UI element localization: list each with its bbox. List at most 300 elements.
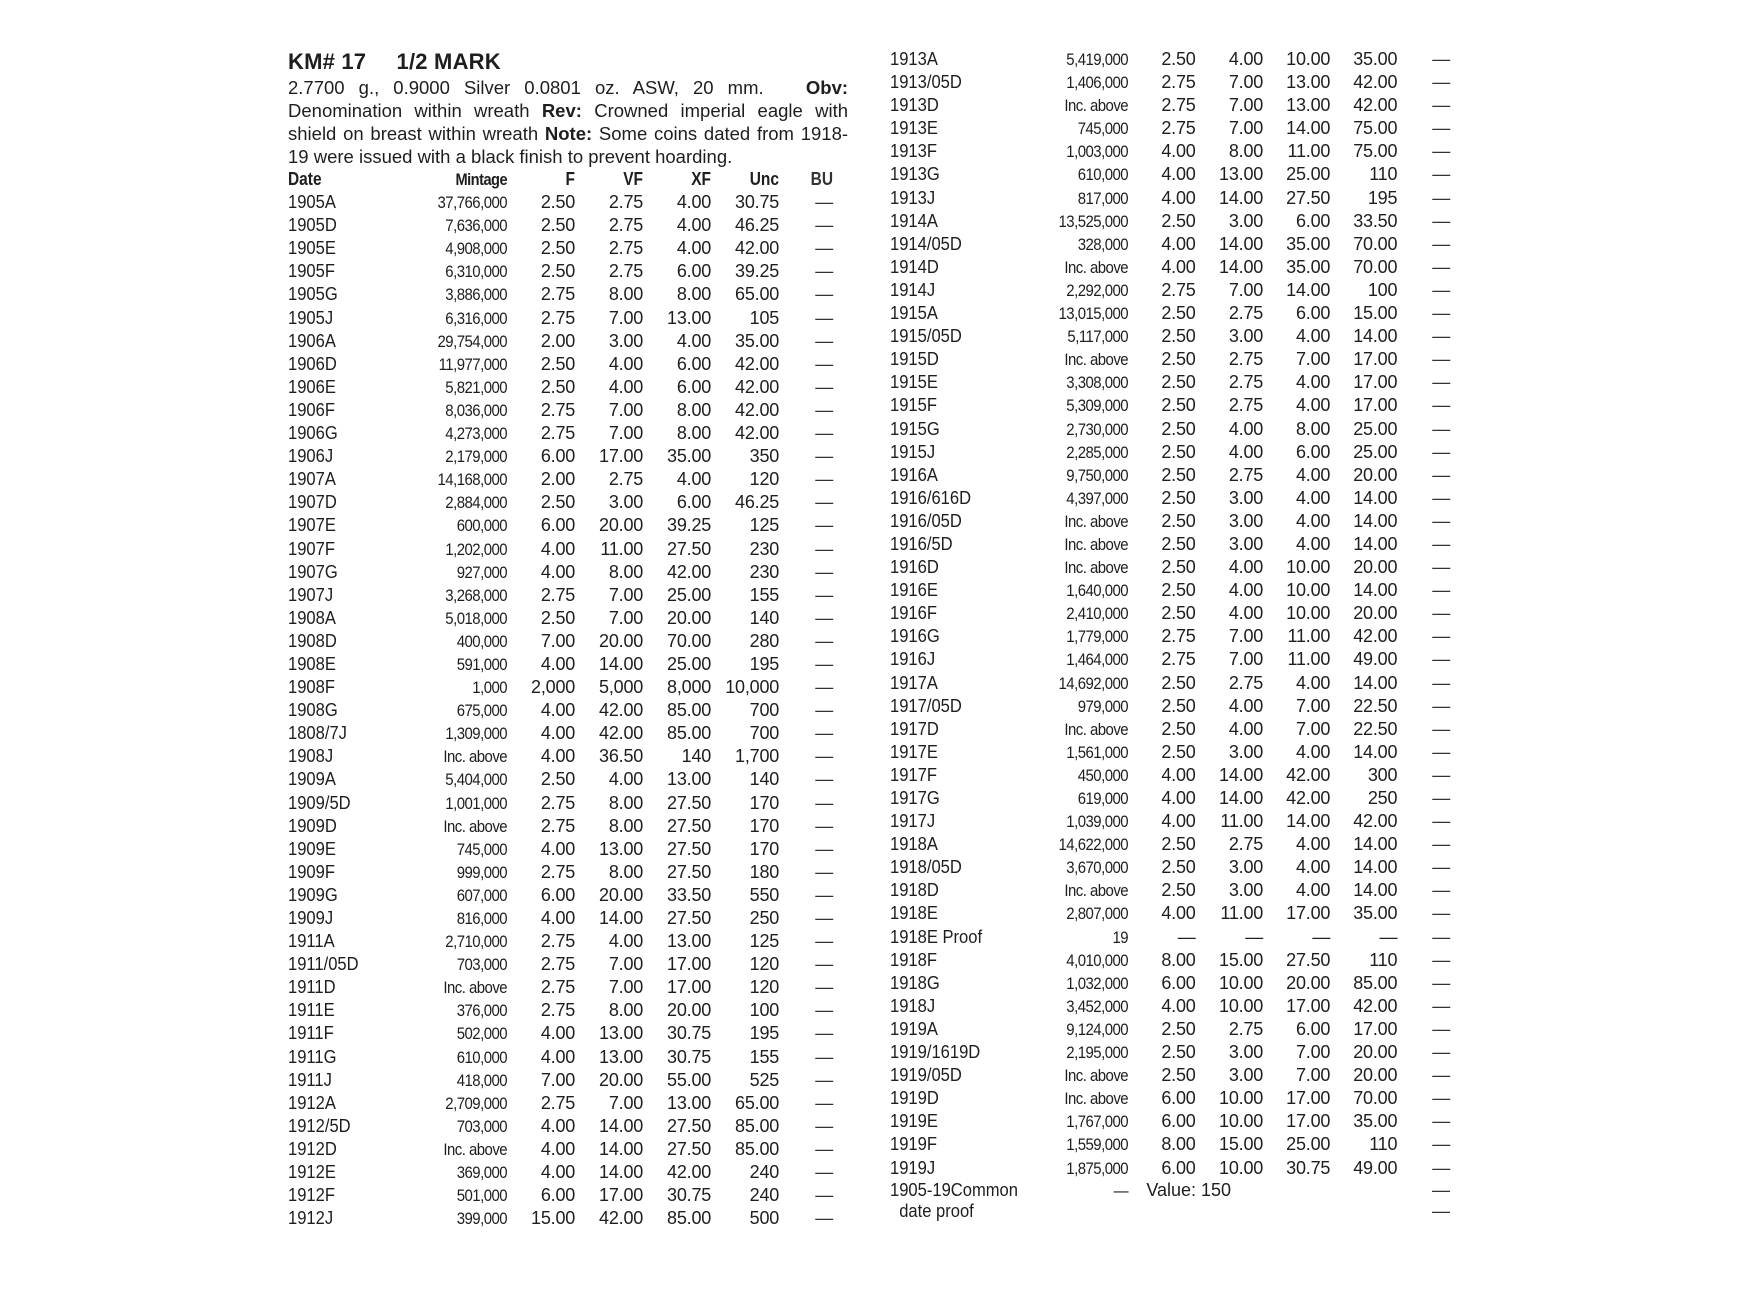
table-row [890, 879, 1450, 902]
bu-cell: — [1432, 557, 1450, 578]
vf-cell: 7.00 [1228, 95, 1264, 116]
date-cell: 1912J [288, 1208, 334, 1229]
unc-cell: 110 [1369, 1134, 1398, 1155]
mintage-cell: 600,000 [456, 516, 508, 536]
f-cell: 2.00 [540, 469, 576, 490]
table-row [288, 260, 833, 283]
mintage-cell: 14,692,000 [1058, 673, 1129, 693]
mintage-cell: 5,018,000 [445, 608, 508, 628]
mintage-cell: 1,406,000 [1066, 73, 1129, 93]
date-cell: 1918A [890, 834, 938, 855]
mintage-cell: 1,000 [472, 678, 508, 698]
f-cell: 2.75 [540, 861, 576, 882]
f-cell: 6.00 [1161, 1111, 1196, 1132]
date-cell: 1913D [890, 95, 939, 116]
bu-cell: — [815, 653, 834, 674]
table-row [288, 768, 833, 791]
table-row [288, 399, 833, 422]
mintage-cell: 675,000 [456, 701, 508, 721]
xf-cell: 13.00 [667, 307, 712, 328]
table-row [288, 792, 833, 815]
date-cell: 1913G [890, 164, 940, 185]
f-cell: 2.75 [540, 1092, 576, 1113]
mintage-cell: 14,622,000 [1058, 835, 1129, 855]
f-cell: 2.50 [1161, 372, 1196, 393]
date-cell: 1912F [288, 1185, 335, 1206]
vf-cell: 7.00 [608, 1092, 644, 1113]
table-row [288, 930, 833, 953]
bu-cell: — [1432, 834, 1450, 855]
unc-cell: 46.25 [735, 215, 780, 236]
unc-cell: 120 [749, 954, 780, 975]
unc-cell: 100 [749, 1000, 780, 1021]
date-cell: 1919F [890, 1134, 937, 1155]
mintage-cell: 450,000 [1077, 765, 1129, 785]
xf-cell: 25.00 [1286, 1134, 1331, 1155]
bu-cell: — [815, 838, 834, 859]
unc-cell: 700 [749, 723, 780, 744]
mintage-cell: 2,410,000 [1066, 604, 1129, 624]
f-cell: 2.50 [540, 769, 576, 790]
f-cell: 4.00 [540, 1162, 576, 1183]
unc-cell: 35.00 [1353, 49, 1398, 69]
table-row [890, 1110, 1450, 1133]
f-cell: 2.50 [540, 215, 576, 236]
unc-cell: 30.75 [735, 192, 780, 213]
vf-cell: 14.00 [1219, 187, 1264, 208]
f-cell: 2.50 [540, 607, 576, 628]
unc-cell: 42.00 [735, 399, 780, 420]
xf-cell: 4.00 [1295, 741, 1331, 762]
date-cell: 1906J [288, 446, 334, 467]
f-cell: 2.75 [540, 931, 576, 952]
table-row [890, 856, 1450, 879]
mintage-cell: Inc. above [1064, 719, 1129, 739]
mintage-cell: 9,124,000 [1066, 1019, 1129, 1039]
mintage-cell: 6,310,000 [445, 262, 508, 282]
xf-cell: 14.00 [1286, 811, 1331, 832]
xf-cell: 17.00 [667, 954, 712, 975]
bu-cell: — [815, 376, 834, 397]
xf-cell: 4.00 [676, 330, 712, 351]
f-cell: 2.75 [540, 977, 576, 998]
vf-cell: 7.00 [608, 423, 644, 444]
table-row [890, 1133, 1450, 1156]
mintage-cell: 369,000 [456, 1163, 508, 1183]
table-row [288, 699, 833, 722]
bu-cell: — [1432, 811, 1450, 832]
f-cell: 4.00 [540, 908, 576, 928]
vf-cell: 8.00 [608, 284, 644, 305]
f-cell: 2.50 [1161, 603, 1196, 624]
date-cell: 1912D [288, 1138, 337, 1159]
mintage-cell: 816,000 [456, 909, 508, 928]
unc-cell: 14.00 [1353, 672, 1398, 693]
xf-cell: 4.00 [676, 192, 712, 213]
bu-cell: — [815, 1162, 834, 1183]
xf-cell: 70.00 [667, 630, 712, 651]
bu-cell: — [815, 1092, 834, 1113]
bu-cell: — [815, 861, 834, 882]
f-cell: 2.50 [1161, 695, 1196, 716]
mintage-cell: 703,000 [456, 1116, 508, 1136]
unc-cell: 140 [749, 607, 780, 628]
table-row [890, 71, 1450, 94]
date-cell: 1912/5D [288, 1115, 351, 1136]
date-cell: 1909/5D [288, 792, 351, 813]
vf-cell: 13.00 [599, 1023, 644, 1044]
vf-cell: 14.00 [599, 1115, 644, 1136]
vf-cell: 10.00 [1219, 995, 1264, 1016]
bu-cell: — [1432, 349, 1450, 370]
table-row [288, 514, 833, 537]
date-cell: 1905A [288, 192, 336, 213]
f-cell: 2.75 [540, 423, 576, 444]
f-cell: 6.00 [540, 515, 576, 536]
date-cell: 1915F [890, 395, 937, 416]
table-row [288, 884, 833, 907]
bu-cell: — [815, 492, 834, 513]
unc-cell: 1,700 [735, 746, 780, 767]
date-cell: 1909D [288, 815, 337, 836]
f-cell: 4.00 [540, 723, 576, 744]
xf-cell: 11.00 [1287, 141, 1331, 162]
unc-cell: 49.00 [1353, 649, 1398, 670]
unc-cell: 17.00 [1353, 1018, 1398, 1039]
mintage-cell: 817,000 [1077, 188, 1129, 208]
mintage-cell: 2,195,000 [1066, 1043, 1129, 1063]
vf-cell: 4.00 [1228, 603, 1264, 624]
f-cell: 4.00 [1161, 256, 1196, 277]
bu-cell: — [815, 353, 834, 374]
mintage-cell: 502,000 [456, 1024, 508, 1044]
bu-cell: — [815, 1185, 834, 1206]
table-row [288, 1184, 833, 1207]
xf-cell: 6.00 [676, 376, 712, 397]
date-cell: 1918J [890, 995, 936, 1016]
bu-cell: — [1432, 1157, 1450, 1178]
bu-cell: — [815, 977, 834, 998]
vf-cell: 2.75 [608, 261, 644, 282]
mintage-cell: Inc. above [1064, 534, 1129, 554]
unc-cell: 500 [749, 1208, 780, 1229]
date-cell: 1915E [890, 372, 938, 393]
f-cell: 4.00 [540, 1046, 576, 1067]
vf-cell: 13.00 [599, 1046, 644, 1067]
table-row [890, 556, 1450, 579]
unc-cell: 22.50 [1353, 718, 1398, 739]
table-row [288, 838, 833, 861]
unc-cell: 65.00 [735, 284, 780, 305]
f-cell: 6.00 [1161, 1088, 1196, 1109]
f-cell: 2.50 [540, 192, 576, 213]
vf-cell: 3.00 [1228, 880, 1264, 901]
unc-cell: 20.00 [1353, 603, 1398, 624]
unc-cell: 42.00 [1353, 811, 1398, 832]
bu-cell: — [815, 1000, 834, 1021]
table-row [890, 394, 1450, 417]
table-row [890, 256, 1450, 279]
vf-cell: 3.00 [1228, 210, 1264, 231]
mintage-cell: 400,000 [456, 631, 508, 651]
bu-cell: — [1432, 603, 1450, 624]
xf-cell: 13.00 [667, 769, 712, 790]
f-cell: 2.75 [1161, 118, 1196, 139]
unc-cell: 85.00 [735, 1138, 780, 1159]
table-row [890, 579, 1450, 602]
mintage-cell: 5,117,000 [1067, 327, 1129, 347]
mintage-table-left [288, 168, 833, 1230]
date-cell: 1911F [288, 1023, 334, 1044]
unc-cell: 155 [749, 584, 780, 605]
f-cell: 4.00 [1161, 995, 1196, 1016]
f-cell: 2.50 [1161, 210, 1196, 231]
bu-cell: — [815, 723, 834, 744]
table-row [890, 787, 1450, 810]
table-body-right [890, 48, 1450, 1180]
table-row [288, 815, 833, 838]
date-cell: 1909E [288, 838, 336, 859]
vf-cell: 4.00 [608, 931, 644, 952]
date-cell: 1905F [288, 261, 335, 282]
f-cell: 2.75 [540, 307, 576, 328]
xf-cell: 6.00 [676, 261, 712, 282]
bu-cell: — [1432, 880, 1450, 901]
mintage-cell: 13,525,000 [1058, 211, 1129, 231]
table-row [288, 468, 833, 491]
vf-cell: 7.00 [608, 977, 644, 998]
table-row [890, 949, 1450, 972]
f-cell: 2.00 [540, 330, 576, 351]
unc-cell: 110 [1369, 164, 1398, 185]
f-cell: 8.00 [1161, 1134, 1196, 1155]
date-cell: 1808/7J [288, 723, 347, 744]
mintage-cell: 2,292,000 [1066, 280, 1129, 300]
f-cell: 2.75 [540, 399, 576, 420]
xf-cell: 4.00 [1295, 880, 1331, 901]
xf-cell: 6.00 [1295, 303, 1331, 324]
f-cell: 15.00 [531, 1208, 576, 1229]
date-cell: 1916J [890, 649, 936, 670]
date-cell: 1911E [288, 1000, 335, 1021]
unc-cell: 25.00 [1353, 418, 1398, 439]
vf-cell: 7.00 [1228, 279, 1264, 300]
xf-cell: 4.00 [1295, 487, 1331, 508]
bu-cell: — [1432, 326, 1450, 347]
note-label: Note: [544, 123, 593, 144]
obv-text: Denomination within wreath [288, 100, 530, 121]
bu-cell: — [815, 215, 834, 236]
f-cell: 2.50 [1161, 857, 1196, 878]
vf-cell: 15.00 [1219, 1134, 1264, 1155]
unc-cell: 125 [749, 515, 780, 536]
table-row [890, 902, 1450, 925]
vf-cell: 3.00 [1228, 510, 1264, 531]
unc-cell: 180 [749, 861, 780, 882]
vf-cell: 2.75 [1228, 303, 1264, 324]
table-row [890, 625, 1450, 648]
mintage-cell: 1,559,000 [1066, 1135, 1129, 1155]
unc-cell: 14.00 [1353, 834, 1398, 855]
vf-cell: 4.00 [608, 376, 644, 397]
table-row [288, 376, 833, 399]
mintage-cell: 9,750,000 [1066, 465, 1129, 485]
unc-cell: 17.00 [1353, 395, 1398, 416]
vf-cell: 14.00 [1219, 788, 1264, 808]
date-cell: 1912A [288, 1092, 336, 1113]
date-cell: 1905-19Common [890, 1179, 1018, 1200]
xf-cell: — [1312, 926, 1331, 947]
vf-cell: 8.00 [608, 861, 644, 882]
bu-cell: — [1432, 741, 1450, 762]
vf-cell: 4.00 [1228, 580, 1264, 601]
xf-cell: 140 [681, 746, 712, 767]
unc-cell: 230 [749, 561, 780, 582]
bu-cell: — [1432, 1134, 1450, 1155]
f-cell: 6.00 [540, 1185, 576, 1206]
xf-cell: 85.00 [667, 700, 712, 721]
date-cell: 1916D [890, 557, 939, 578]
table-row [890, 233, 1450, 256]
bu-cell: — [1432, 372, 1450, 393]
header-unc: Unc [749, 169, 780, 189]
obv-label: Obv: [805, 77, 849, 98]
f-cell: 4.00 [540, 561, 576, 582]
xf-cell: 20.00 [667, 1000, 712, 1021]
table-row [890, 210, 1450, 233]
table-row [288, 584, 833, 607]
f-cell: 2.50 [1161, 557, 1196, 578]
vf-cell: 5,000 [599, 677, 644, 698]
bu-cell: — [815, 330, 834, 351]
f-cell: 2.50 [1161, 1018, 1196, 1039]
xf-cell: 30.75 [667, 1046, 712, 1067]
date-cell: 1907F [288, 538, 335, 559]
date-cell: 1916G [890, 626, 940, 647]
table-row [288, 307, 833, 330]
date-cell: 1905E [288, 238, 336, 259]
bu-cell: — [1432, 164, 1450, 185]
f-cell: 2.75 [1161, 72, 1196, 93]
xf-cell: 6.00 [676, 492, 712, 513]
bu-cell: — [1432, 118, 1450, 139]
unc-cell: 250 [1367, 788, 1398, 808]
mintage-cell: Inc. above [1064, 1066, 1129, 1086]
xf-cell: 10.00 [1286, 603, 1331, 624]
table-row [890, 672, 1450, 695]
xf-cell: 35.00 [667, 446, 712, 467]
bu-cell: — [1432, 626, 1450, 647]
table-row [288, 1207, 833, 1230]
vf-cell: 14.00 [1219, 256, 1264, 277]
bu-cell: — [1432, 395, 1450, 416]
mintage-cell: Inc. above [1064, 558, 1129, 578]
mintage-table-right [890, 48, 1450, 1222]
f-cell: 6.00 [1161, 1157, 1196, 1178]
mintage-cell: Inc. above [443, 747, 508, 767]
rev-text: Crowned imperial eagle with shield on breast within wreath [288, 100, 848, 144]
f-cell: 2.50 [540, 376, 576, 397]
table-row [890, 302, 1450, 325]
xf-cell: 42.00 [667, 561, 712, 582]
xf-cell: 27.50 [667, 1115, 712, 1136]
table-row [890, 418, 1450, 441]
date-cell: 1907G [288, 561, 338, 582]
unc-cell: 42.00 [735, 376, 780, 397]
f-cell: 2.50 [1161, 880, 1196, 901]
table-row [890, 926, 1450, 949]
table-row [288, 214, 833, 237]
vf-cell: 8.00 [608, 792, 644, 813]
mintage-cell: 4,273,000 [445, 424, 508, 444]
f-cell: 4.00 [1161, 141, 1196, 162]
bu-cell: — [815, 931, 834, 952]
bu-cell: — [815, 769, 834, 790]
xf-cell: 10.00 [1286, 557, 1331, 578]
mintage-cell: 1,003,000 [1066, 142, 1129, 162]
vf-cell: 3.00 [1228, 741, 1264, 762]
f-cell: 4.00 [540, 538, 576, 559]
date-cell-continued: date proof [899, 1200, 974, 1221]
mintage-cell: 376,000 [456, 1001, 508, 1021]
mintage-cell: 1,039,000 [1066, 812, 1129, 832]
date-cell: 1913/05D [890, 72, 962, 93]
date-cell: 1917/05D [890, 695, 962, 716]
bu-cell: — [815, 584, 834, 605]
date-cell: 1914A [890, 210, 938, 231]
date-cell: 1917F [890, 764, 937, 785]
xf-cell: 14.00 [1286, 279, 1331, 300]
bu-cell: — [1432, 95, 1450, 116]
table-row [288, 1069, 833, 1092]
xf-cell: 27.50 [1286, 187, 1331, 208]
unc-cell: 42.00 [1353, 995, 1398, 1016]
bu-cell: — [1432, 303, 1450, 324]
f-cell: 8.00 [1161, 949, 1196, 970]
table-row [890, 648, 1450, 671]
mintage-cell: 328,000 [1077, 234, 1129, 254]
mintage-cell: 3,886,000 [445, 285, 508, 305]
xf-cell: 17.00 [1286, 1088, 1331, 1109]
mintage-cell: 703,000 [456, 955, 508, 975]
vf-cell: 36.50 [599, 746, 644, 767]
f-cell: 4.00 [540, 838, 576, 859]
date-cell: 1919J [890, 1157, 936, 1178]
mintage-cell: 399,000 [456, 1209, 508, 1229]
mintage-cell: 4,908,000 [445, 239, 508, 259]
f-cell: 2.75 [540, 284, 576, 305]
bu-cell: — [1432, 718, 1450, 739]
vf-cell: 8.00 [608, 561, 644, 582]
f-cell: 7.00 [540, 630, 576, 651]
mintage-cell: 1,001,000 [445, 793, 508, 813]
f-cell: 2.50 [1161, 510, 1196, 531]
date-cell: 1911D [288, 977, 336, 998]
bu-cell: — [1432, 672, 1450, 693]
table-row [890, 464, 1450, 487]
f-cell: 6.00 [1161, 972, 1196, 993]
unc-cell: 170 [749, 815, 780, 836]
mintage-cell: 1,202,000 [445, 539, 508, 559]
bu-cell: — [1432, 210, 1450, 231]
vf-cell: 2.75 [1228, 395, 1264, 416]
mintage-cell: 37,766,000 [437, 193, 508, 213]
unc-cell: 35.00 [735, 330, 780, 351]
date-cell: 1909J [288, 908, 334, 928]
xf-cell: 11.00 [1287, 626, 1331, 647]
f-cell: 2.75 [1161, 279, 1196, 300]
xf-cell: 55.00 [667, 1069, 712, 1090]
